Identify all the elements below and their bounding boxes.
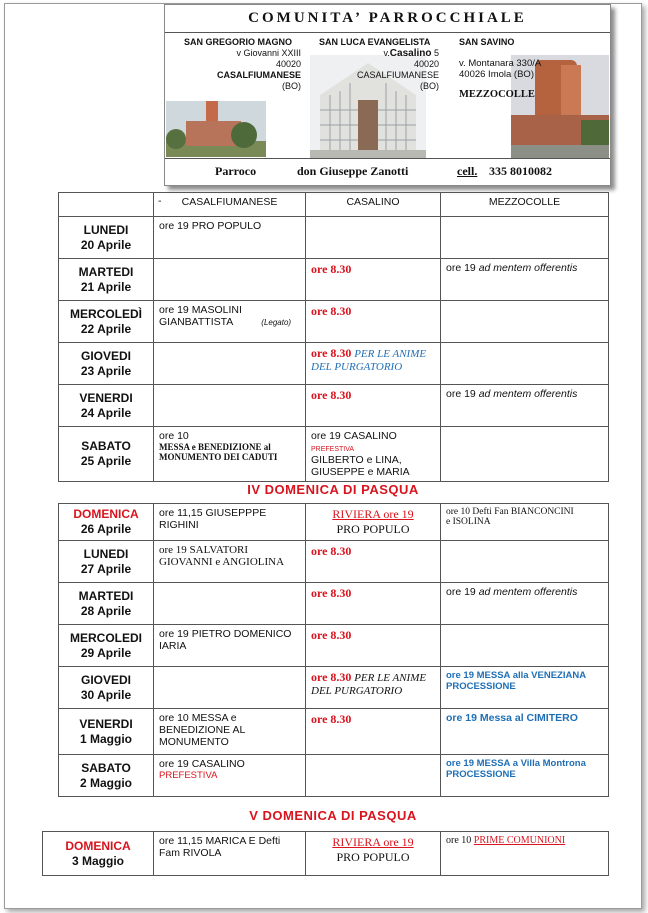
day-date: 30 Aprile bbox=[80, 687, 132, 702]
day-date: 22 Aprile bbox=[80, 321, 132, 336]
day-cell bbox=[59, 259, 154, 301]
table-row bbox=[59, 541, 609, 583]
casalino-cell bbox=[306, 667, 441, 709]
day-name: VENERDI bbox=[79, 716, 133, 731]
casalino-line: RIVIERA ore 19 bbox=[332, 507, 414, 521]
header-casalino: CASALINO bbox=[306, 193, 441, 217]
casal-line: MONUMENTO bbox=[159, 736, 229, 748]
table-row bbox=[59, 343, 609, 385]
mezzo-time: ore 19 bbox=[446, 388, 479, 400]
mezzo-line: PROCESSIONE bbox=[446, 681, 516, 692]
day-name: MARTEDI bbox=[78, 264, 134, 279]
casalino-cell: ore 8.30 bbox=[306, 625, 441, 667]
mezzo-cell bbox=[441, 427, 609, 482]
mezzo-cell bbox=[441, 301, 609, 343]
casal-line: Fam RIVOLA bbox=[159, 847, 222, 859]
parroco-label: Parroco bbox=[215, 164, 257, 178]
casal-line: MESSA e BENEDIZIONE al bbox=[159, 442, 271, 452]
day-date: 24 Aprile bbox=[80, 405, 132, 420]
header-day bbox=[59, 193, 154, 217]
day-date: 29 Aprile bbox=[80, 645, 132, 660]
day-cell bbox=[59, 427, 154, 482]
day-cell bbox=[59, 709, 154, 755]
day-date: 27 Aprile bbox=[80, 561, 132, 576]
casal-cell bbox=[154, 709, 306, 755]
section-title-iv: IV DOMENICA DI PASQUA bbox=[247, 482, 419, 497]
header-dash: - bbox=[158, 195, 162, 207]
church-town: CASALFIUMANESE bbox=[356, 70, 439, 80]
casal-line: RIGHINI bbox=[159, 519, 199, 531]
header-mezzocolle: MEZZOCOLLE bbox=[441, 193, 609, 217]
day-cell bbox=[59, 217, 154, 259]
table-row bbox=[59, 625, 609, 667]
day-cell bbox=[59, 625, 154, 667]
church-cap: 40020 bbox=[275, 59, 301, 69]
church-town: MEZZOCOLLE bbox=[459, 89, 535, 100]
casalino-cell bbox=[306, 427, 441, 482]
header-row bbox=[59, 193, 609, 217]
casal-line: GIANBATTISTA bbox=[159, 316, 234, 328]
church-name: SAN LUCA EVANGELISTA bbox=[319, 37, 431, 47]
mezzo-cell: ore 19 Messa al CIMITERO bbox=[441, 709, 609, 755]
mezzo-cell bbox=[441, 259, 609, 301]
casalino-line: PRO POPULO bbox=[336, 522, 410, 536]
day-date: 26 Aprile bbox=[80, 522, 132, 536]
casalino-line: RIVIERA ore 19 bbox=[332, 835, 414, 849]
day-date: 3 Maggio bbox=[71, 853, 124, 868]
mezzo-cell bbox=[441, 755, 609, 797]
casal-line: ore 11,15 GIUSEPPPE bbox=[159, 507, 267, 519]
table-row bbox=[59, 709, 609, 755]
mezzo-cell bbox=[441, 343, 609, 385]
day-cell bbox=[59, 385, 154, 427]
casal-cell bbox=[154, 504, 306, 541]
church-san-luca bbox=[319, 37, 439, 92]
casal-line: ore 10 MESSA e bbox=[159, 712, 237, 724]
mezzo-line: ore 10 Defti Fan BIANCONCINI bbox=[446, 507, 574, 517]
casalino-cell bbox=[306, 343, 441, 385]
casalino-intention: DEL PURGATORIO bbox=[311, 361, 403, 373]
day-date: 21 Aprile bbox=[80, 279, 132, 294]
casalino-line: GILBERTO e LINA, bbox=[311, 454, 402, 466]
day-cell bbox=[59, 667, 154, 709]
mezzo-time: ore 19 bbox=[446, 262, 479, 274]
casalino-line: GIUSEPPE e MARIA bbox=[311, 466, 410, 478]
casalino-cell: ore 8.30 bbox=[306, 541, 441, 583]
church-san-gregorio bbox=[184, 37, 301, 92]
casal-cell bbox=[154, 427, 306, 482]
casal-cell bbox=[154, 755, 306, 797]
casal-line: BENEDIZIONE AL bbox=[159, 724, 246, 736]
section-title-v: V DOMENICA DI PASQUA bbox=[249, 808, 417, 823]
mezzo-intention: ad mentem offerentis bbox=[478, 586, 578, 598]
legato-note: (Legato) bbox=[261, 318, 292, 327]
mezzo-cell bbox=[441, 583, 609, 625]
casalino-cell bbox=[306, 504, 441, 541]
header-label: CASALFIUMANESE bbox=[181, 196, 278, 208]
table-row bbox=[59, 667, 609, 709]
casalino-time: ore 8.30 bbox=[311, 670, 352, 684]
table-row bbox=[59, 301, 609, 343]
casal-cell bbox=[154, 541, 306, 583]
day-cell bbox=[43, 832, 154, 876]
schedule-week2 bbox=[58, 503, 609, 797]
mezzo-cell bbox=[441, 504, 609, 541]
casalino-cell bbox=[306, 755, 441, 797]
day-date: 23 Aprile bbox=[80, 363, 132, 378]
table-row bbox=[59, 385, 609, 427]
casal-cell: ore 19 PRO POPULO bbox=[154, 217, 306, 259]
mezzo-line: e ISOLINA bbox=[446, 517, 491, 527]
casalino-line: PRO POPULO bbox=[336, 850, 410, 864]
casalino-time: ore 8.30 bbox=[311, 346, 352, 360]
church-address-prefix: v. bbox=[383, 48, 390, 58]
table-row bbox=[43, 832, 609, 876]
casal-cell bbox=[154, 343, 306, 385]
mezzo-cell bbox=[441, 625, 609, 667]
day-cell bbox=[59, 301, 154, 343]
day-cell bbox=[59, 583, 154, 625]
mezzo-time: ore 19 bbox=[446, 586, 479, 598]
casal-line: IARIA bbox=[159, 640, 187, 652]
casal-line: ore 19 CASALINO bbox=[159, 758, 245, 770]
casalino-intention: PER LE ANIME bbox=[351, 348, 427, 360]
day-name: MERCOLEDÌ bbox=[70, 306, 142, 321]
church-address: v. Montanara 330/A bbox=[459, 58, 542, 69]
casalino-cell bbox=[306, 832, 441, 876]
day-date: 28 Aprile bbox=[80, 603, 132, 618]
casalino-cell: ore 8.30 bbox=[306, 583, 441, 625]
day-name: MERCOLEDI bbox=[70, 630, 142, 645]
casal-line: ore 11,15 MARICA E Defti bbox=[159, 835, 281, 847]
parroco-line bbox=[165, 158, 610, 178]
mezzo-line: ore 19 MESSA alla VENEZIANA bbox=[446, 670, 587, 681]
mezzo-line: ore 19 MESSA a Villa Montrona bbox=[446, 758, 586, 769]
day-name: LUNEDI bbox=[83, 546, 129, 561]
day-name: GIOVEDI bbox=[80, 348, 131, 363]
casalino-cell: ore 8.30 bbox=[306, 301, 441, 343]
parroco-name: don Giuseppe Zanotti bbox=[297, 164, 409, 178]
day-date: 2 Maggio bbox=[79, 775, 132, 790]
casalino-line: ore 19 CASALINO bbox=[311, 430, 397, 442]
schedule-week1 bbox=[58, 192, 609, 482]
casal-line: ore 10 bbox=[159, 430, 189, 442]
day-name: MARTEDI bbox=[78, 588, 134, 603]
table-row bbox=[59, 427, 609, 482]
day-name: SABATO bbox=[81, 439, 131, 453]
mezzo-cell bbox=[441, 541, 609, 583]
prefestiva-tag: PREFESTIVA bbox=[311, 446, 355, 453]
church-prov: (BO) bbox=[282, 81, 301, 91]
mezzo-cell bbox=[441, 667, 609, 709]
casal-cell bbox=[154, 301, 306, 343]
mezzo-intention: ad mentem offerentis bbox=[478, 262, 578, 274]
casalino-intention: DEL PURGATORIO bbox=[311, 685, 403, 697]
header-casalfiumanese bbox=[154, 193, 306, 217]
header-divider bbox=[165, 32, 610, 33]
casal-cell bbox=[154, 667, 306, 709]
parish-header bbox=[164, 4, 611, 186]
day-name: GIOVEDI bbox=[80, 672, 131, 687]
church-prov: (BO) bbox=[420, 81, 439, 91]
cell-number: 335 8010082 bbox=[489, 164, 552, 178]
day-cell bbox=[59, 755, 154, 797]
photo-san-gregorio bbox=[166, 101, 266, 157]
church-address: v Giovanni XXIII bbox=[236, 48, 301, 58]
mezzo-intention: ad mentem offerentis bbox=[478, 388, 578, 400]
parish-title: COMUNITA’ PARROCCHIALE bbox=[248, 10, 527, 26]
church-name: SAN GREGORIO MAGNO bbox=[184, 37, 293, 47]
day-date: 1 Maggio bbox=[79, 731, 132, 746]
casalino-intention: PER LE ANIME bbox=[351, 672, 427, 684]
day-date: 25 Aprile bbox=[80, 454, 132, 468]
mezzo-event: PRIME COMUNIONI bbox=[473, 835, 566, 846]
cell-label: cell. bbox=[457, 164, 478, 178]
church-address-street: Casalino bbox=[389, 48, 432, 59]
day-name: SABATO bbox=[81, 760, 131, 775]
church-cap-town: 40026 Imola (BO) bbox=[459, 69, 534, 80]
day-name: LUNEDI bbox=[83, 222, 129, 237]
casal-cell bbox=[154, 625, 306, 667]
mezzo-time: ore 10 bbox=[446, 835, 474, 846]
church-san-savino bbox=[459, 37, 609, 100]
church-name: SAN SAVINO bbox=[459, 37, 515, 47]
casalino-cell: ore 8.30 bbox=[306, 709, 441, 755]
church-cap: 40020 bbox=[413, 59, 439, 69]
church-address-number: 5 bbox=[433, 48, 439, 58]
casalino-cell: ore 8.30 bbox=[306, 385, 441, 427]
table-row bbox=[59, 217, 609, 259]
casal-line: MONUMENTO DEI CADUTI bbox=[159, 452, 278, 462]
day-cell bbox=[59, 343, 154, 385]
prefestiva-tag: PREFESTIVA bbox=[159, 770, 218, 781]
day-cell bbox=[59, 504, 154, 541]
casal-line: ore 19 MASOLINI bbox=[159, 304, 242, 316]
table-row bbox=[59, 583, 609, 625]
casal-cell bbox=[154, 385, 306, 427]
church-town: CASALFIUMANESE bbox=[216, 70, 301, 80]
church-address bbox=[319, 48, 439, 59]
casal-cell bbox=[154, 259, 306, 301]
casal-cell bbox=[154, 832, 306, 876]
mezzo-line: PROCESSIONE bbox=[446, 769, 516, 780]
mezzo-cell bbox=[441, 385, 609, 427]
casalino-cell: ore 8.30 bbox=[306, 259, 441, 301]
day-name: DOMENICA bbox=[73, 507, 139, 521]
mezzo-cell bbox=[441, 832, 609, 876]
casal-line: GIOVANNI e ANGIOLINA bbox=[159, 556, 285, 568]
day-name: VENERDI bbox=[79, 390, 133, 405]
schedule-week3 bbox=[42, 831, 609, 876]
mezzo-cell bbox=[441, 217, 609, 259]
day-date: 20 Aprile bbox=[80, 237, 132, 252]
day-name: DOMENICA bbox=[65, 838, 131, 853]
church-photo-1 bbox=[166, 101, 266, 157]
casal-cell bbox=[154, 583, 306, 625]
day-cell bbox=[59, 541, 154, 583]
casal-line: ore 19 PIETRO DOMENICO bbox=[159, 628, 292, 640]
casalino-cell bbox=[306, 217, 441, 259]
table-row bbox=[59, 504, 609, 541]
casal-line: ore 19 SALVATORI bbox=[159, 544, 249, 556]
table-row bbox=[59, 259, 609, 301]
table-row bbox=[59, 755, 609, 797]
